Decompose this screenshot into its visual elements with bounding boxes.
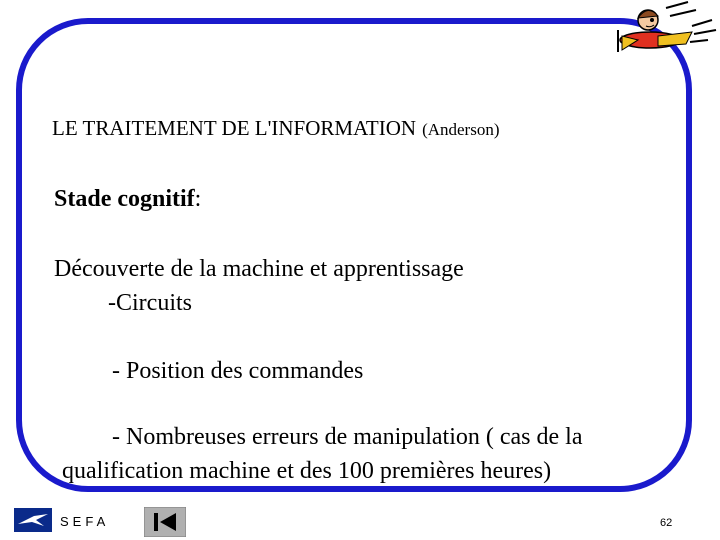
list-item: -Circuits bbox=[108, 290, 192, 316]
footer-brand: SEFA bbox=[60, 514, 110, 529]
heading-subtitle: (Anderson) bbox=[422, 120, 500, 139]
first-slide-button[interactable] bbox=[144, 507, 186, 537]
slide-frame bbox=[16, 18, 692, 492]
slide-heading bbox=[52, 116, 500, 141]
stage-title bbox=[54, 186, 201, 213]
pilot-plane-icon bbox=[608, 0, 720, 60]
list-item: - Nombreuses erreurs de manipulation ( cas de la bbox=[112, 424, 583, 450]
intro-text: Découverte de la machine et apprentissage bbox=[54, 256, 464, 282]
list-item: qualification machine et des 100 premières heures) bbox=[62, 458, 552, 484]
sefa-logo-icon bbox=[14, 508, 52, 532]
page-number: 62 bbox=[660, 517, 673, 529]
list-item: - Position des commandes bbox=[112, 358, 364, 384]
stage-label: Stade cognitif bbox=[54, 186, 195, 212]
stage-colon: : bbox=[194, 186, 202, 212]
heading-text: LE TRAITEMENT DE L'INFORMATION bbox=[52, 116, 417, 140]
